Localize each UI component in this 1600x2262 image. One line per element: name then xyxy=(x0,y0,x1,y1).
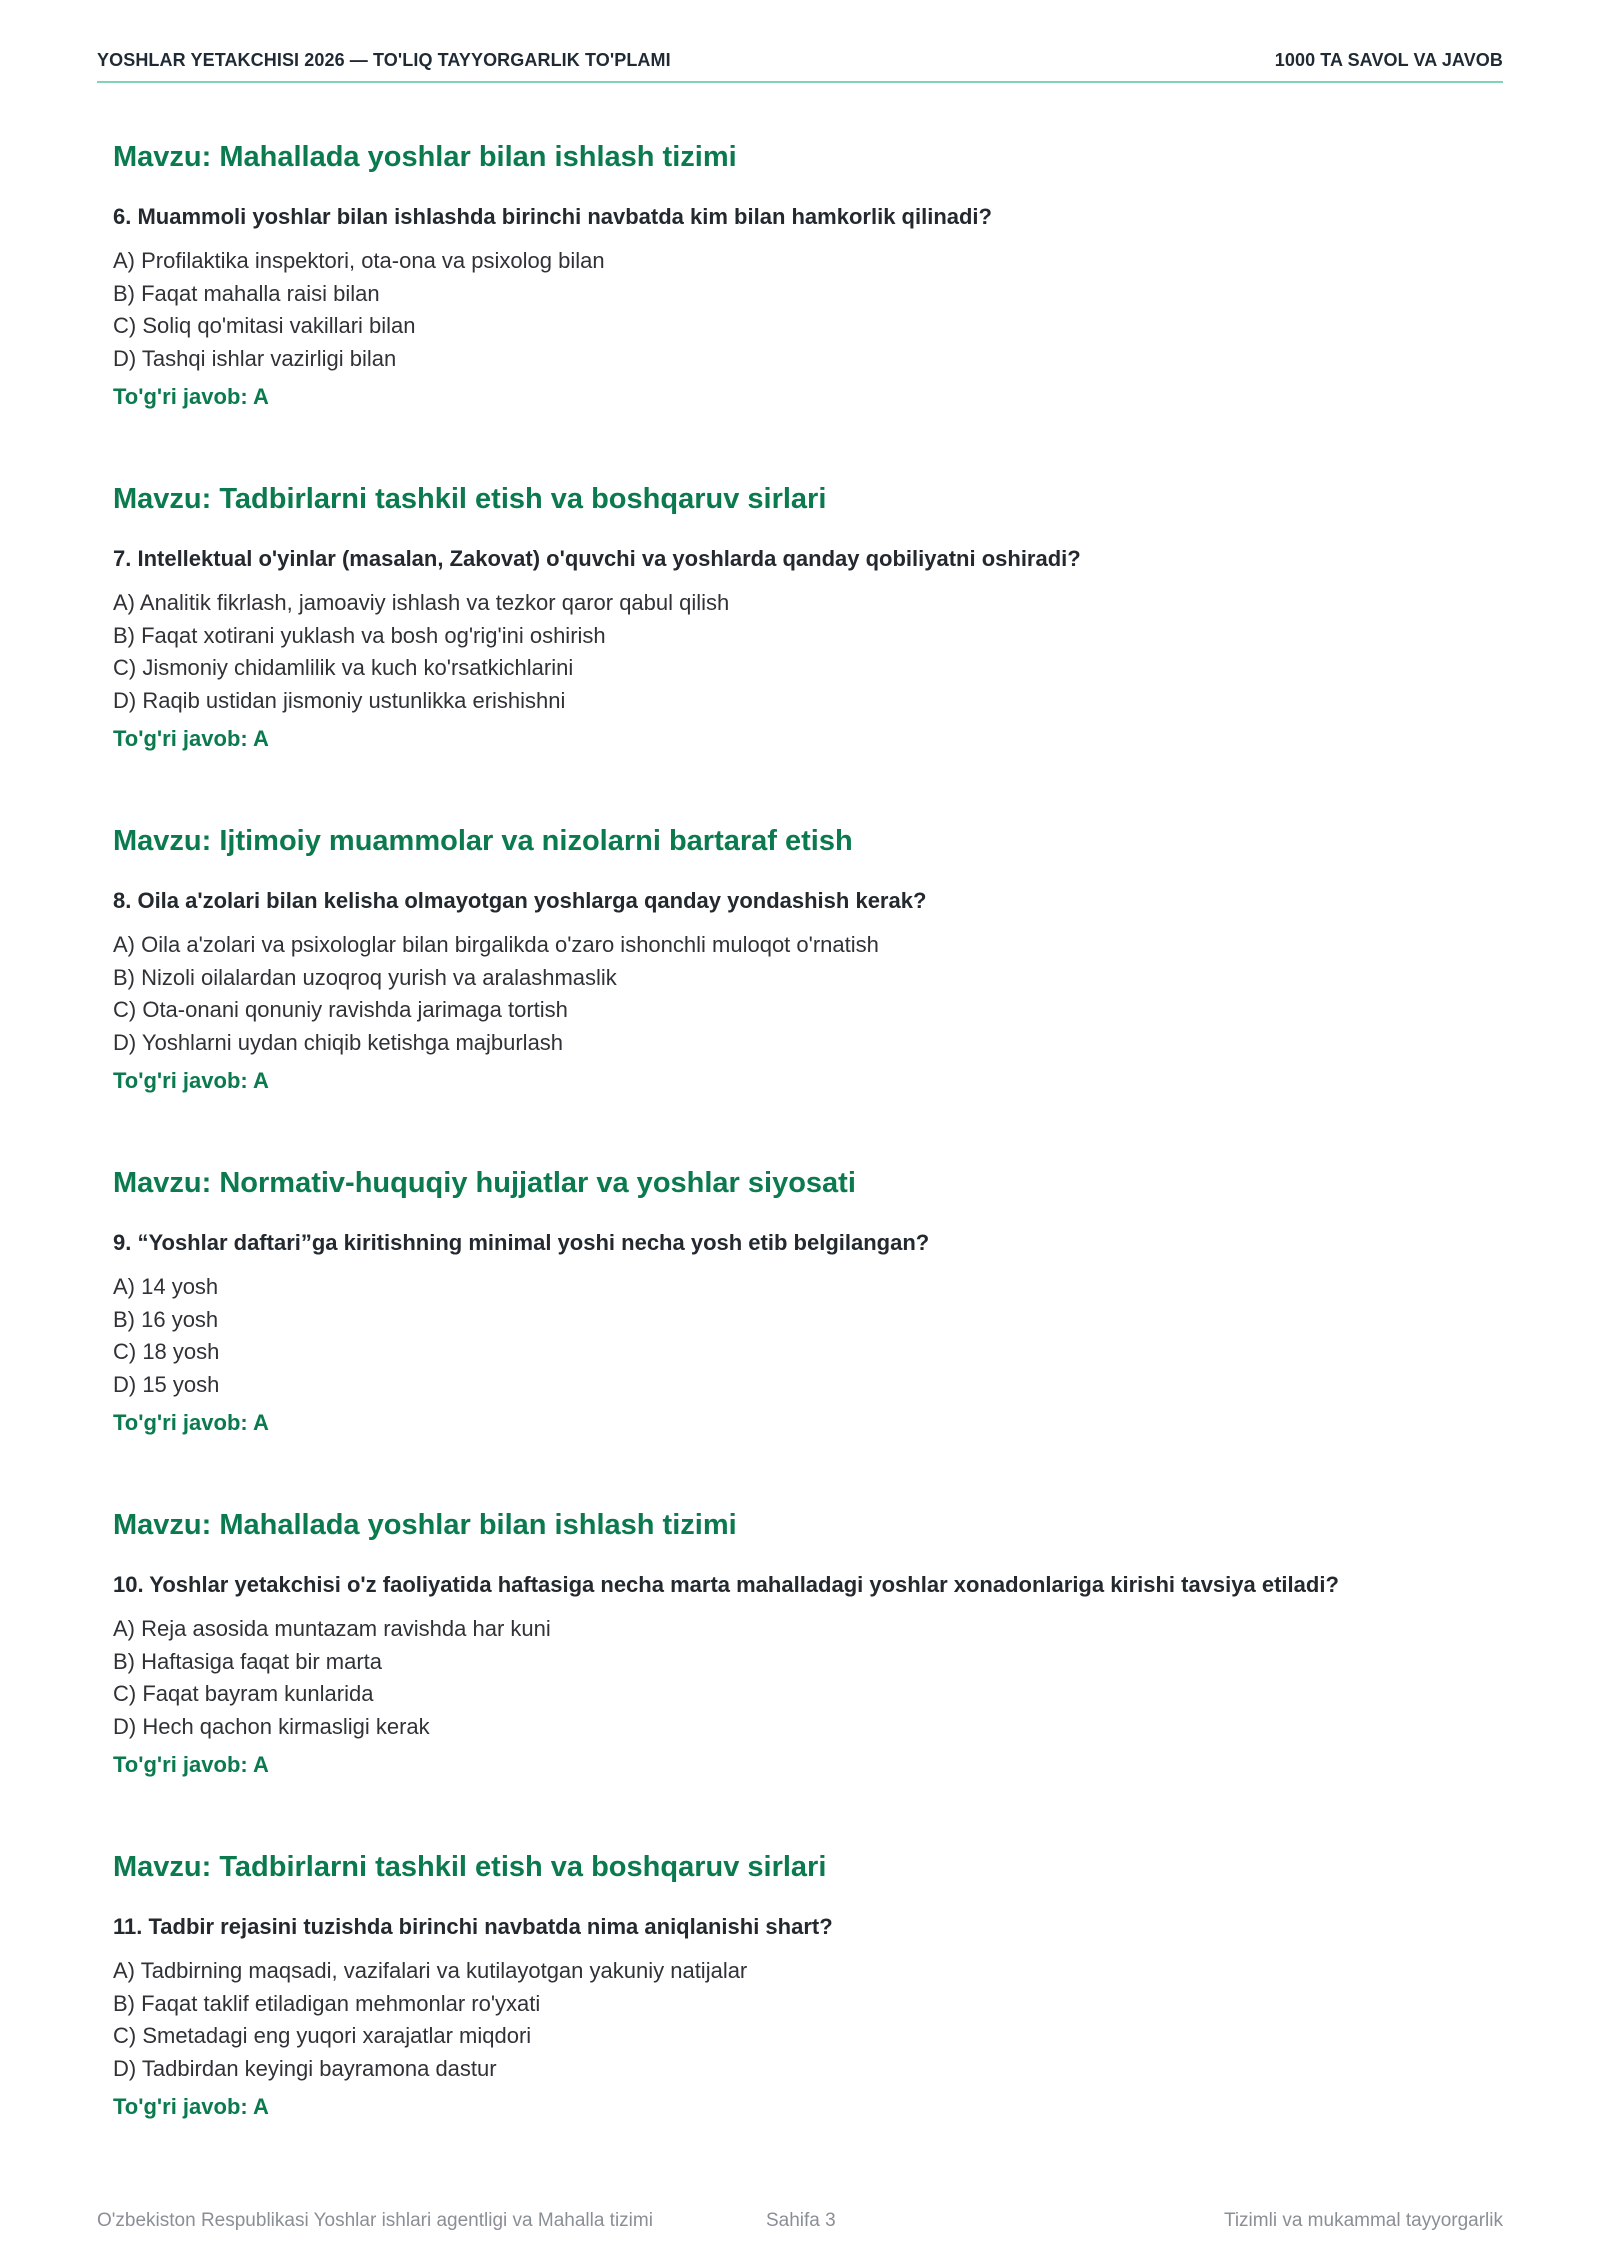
option-b: B) Haftasiga faqat bir marta xyxy=(113,1648,383,1674)
option-c: C) Ota-onani qonuniy ravishda jarimaga tortish xyxy=(113,997,568,1022)
option-a: A) Tadbirning maqsadi, vazifalari va kutilayotgan yakuniy natijalar xyxy=(113,1958,748,1983)
question-text: 6. Muammoli yoshlar bilan ishlashda birinchi navbatda kim bilan hamkorlik qilinadi? xyxy=(113,204,992,229)
topic-heading: Mavzu: Mahallada yoshlar bilan ishlash tizimi xyxy=(113,141,737,173)
answer-options xyxy=(113,1271,1503,1401)
header-title: YOSHLAR YETAKCHISI 2026 — TO'LIQ TAYYORGARLIK TO'PLAMI xyxy=(97,50,671,70)
question-block xyxy=(113,824,1503,1166)
option-a: A) 14 yosh xyxy=(113,1274,219,1299)
option-b: B) Faqat xotirani yuklash va bosh og'rig'ini oshirish xyxy=(113,622,606,648)
option-b: B) Nizoli oilalardan uzoqroq yurish va aralashmaslik xyxy=(113,964,617,990)
answer-options xyxy=(113,929,1503,1059)
option-a: A) Reja asosida muntazam ravishda har kuni xyxy=(113,1616,551,1641)
option-d: D) Raqib ustidan jismoniy ustunlikka erishishni xyxy=(113,687,566,713)
question-block xyxy=(113,1508,1503,1850)
correct-answer: To'g'ri javob: A xyxy=(113,726,269,751)
correct-answer: To'g'ri javob: A xyxy=(113,1410,269,1435)
option-d: D) Hech qachon kirmasligi kerak xyxy=(113,1713,430,1739)
topic-heading: Mavzu: Mahallada yoshlar bilan ishlash tizimi xyxy=(113,1509,737,1541)
question-block xyxy=(113,1850,1503,2192)
option-a: A) Analitik fikrlash, jamoaviy ishlash va tezkor qaror qabul qilish xyxy=(113,590,730,615)
question-text: 11. Tadbir rejasini tuzishda birinchi navbatda nima aniqlanishi shart? xyxy=(113,1914,833,1939)
answer-options xyxy=(113,587,1503,717)
correct-answer: To'g'ri javob: A xyxy=(113,384,269,409)
page-header xyxy=(97,50,1503,83)
option-a: A) Profilaktika inspektori, ota-ona va psixolog bilan xyxy=(113,248,605,273)
question-text: 7. Intellektual o'yinlar (masalan, Zakovat) o'quvchi va yoshlarda qanday qobiliyatni oshiradi? xyxy=(113,546,1081,571)
question-text: 9. “Yoshlar daftari”ga kiritishning minimal yoshi necha yosh etib belgilangan? xyxy=(113,1230,930,1255)
option-c: C) Soliq qo'mitasi vakillari bilan xyxy=(113,313,416,338)
questions-list xyxy=(113,140,1503,2192)
question-block xyxy=(113,482,1503,824)
question-block xyxy=(113,1166,1503,1508)
footer-organization: O'zbekiston Respublikasi Yoshlar ishlari agentligi va Mahalla tizimi xyxy=(97,2210,653,2231)
option-a: A) Oila a'zolari va psixologlar bilan birgalikda o'zaro ishonchli muloqot o'rnatish xyxy=(113,932,879,957)
option-c: C) Faqat bayram kunlarida xyxy=(113,1681,374,1706)
option-c: C) Jismoniy chidamlilik va kuch ko'rsatkichlarini xyxy=(113,655,574,680)
option-d: D) 15 yosh xyxy=(113,1371,220,1397)
page-number: Sahifa 3 xyxy=(766,2210,836,2231)
option-b: B) Faqat mahalla raisi bilan xyxy=(113,280,380,306)
option-d: D) Tashqi ishlar vazirligi bilan xyxy=(113,345,397,371)
question-block xyxy=(113,140,1503,482)
topic-heading: Mavzu: Normativ-huquqiy hujjatlar va yoshlar siyosati xyxy=(113,1167,856,1199)
topic-heading: Mavzu: Tadbirlarni tashkil etish va boshqaruv sirlari xyxy=(113,483,827,515)
topic-heading: Mavzu: Ijtimoiy muammolar va nizolarni bartaraf etish xyxy=(113,825,853,857)
correct-answer: To'g'ri javob: A xyxy=(113,2094,269,2119)
option-d: D) Yoshlarni uydan chiqib ketishga majburlash xyxy=(113,1029,564,1055)
option-b: B) Faqat taklif etiladigan mehmonlar ro'yxati xyxy=(113,1990,541,2016)
topic-heading: Mavzu: Tadbirlarni tashkil etish va boshqaruv sirlari xyxy=(113,1851,827,1883)
question-text: 8. Oila a'zolari bilan kelisha olmayotgan yoshlarga qanday yondashish kerak? xyxy=(113,888,927,913)
question-text: 10. Yoshlar yetakchisi o'z faoliyatida haftasiga necha marta mahalladagi yoshlar xonadonlariga kirishi tavsiya etiladi? xyxy=(113,1572,1339,1597)
header-subtitle: 1000 TA SAVOL VA JAVOB xyxy=(1274,50,1503,70)
option-c: C) Smetadagi eng yuqori xarajatlar miqdori xyxy=(113,2023,532,2048)
correct-answer: To'g'ri javob: A xyxy=(113,1752,269,1777)
answer-options xyxy=(113,1613,1503,1743)
answer-options xyxy=(113,245,1503,375)
option-d: D) Tadbirdan keyingi bayramona dastur xyxy=(113,2055,497,2081)
answer-options xyxy=(113,1955,1503,2085)
correct-answer: To'g'ri javob: A xyxy=(113,1068,269,1093)
option-b: B) 16 yosh xyxy=(113,1306,219,1332)
option-c: C) 18 yosh xyxy=(113,1339,220,1364)
footer-tagline: Tizimli va mukammal tayyorgarlik xyxy=(1223,2210,1503,2231)
